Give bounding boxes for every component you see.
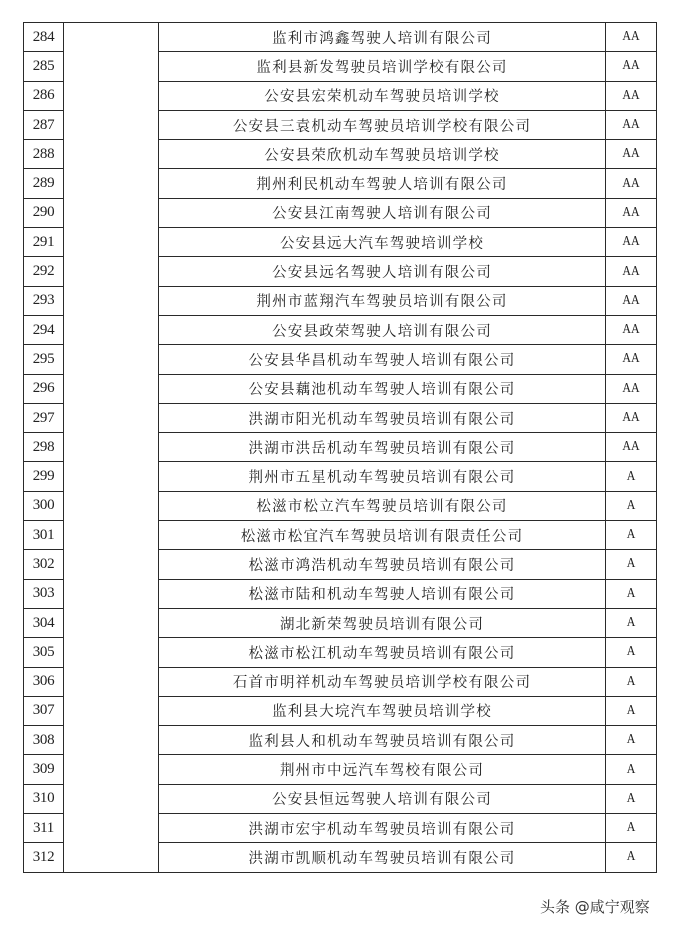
region-cell bbox=[64, 169, 159, 198]
table-row bbox=[24, 52, 657, 81]
region-cell bbox=[64, 491, 159, 520]
credit-grade: A bbox=[626, 468, 636, 484]
region-cell bbox=[64, 638, 159, 667]
region-cell bbox=[64, 257, 159, 286]
row-number: 299 bbox=[24, 462, 64, 491]
region-cell bbox=[64, 696, 159, 725]
credit-grade: AA bbox=[622, 351, 640, 367]
row-number: 308 bbox=[24, 726, 64, 755]
table-row bbox=[24, 550, 657, 579]
company-name: 荆州市中远汽车驾校有限公司 bbox=[159, 755, 606, 784]
table-row bbox=[24, 81, 657, 110]
grade-cell bbox=[606, 52, 657, 81]
grade-cell bbox=[606, 169, 657, 198]
row-number: 300 bbox=[24, 491, 64, 520]
credit-grade: AA bbox=[622, 380, 640, 396]
row-number: 288 bbox=[24, 140, 64, 169]
credit-grade: AA bbox=[622, 292, 640, 308]
grade-cell bbox=[606, 110, 657, 139]
table-row bbox=[24, 345, 657, 374]
grade-cell bbox=[606, 81, 657, 110]
company-name: 公安县宏荣机动车驾驶员培训学校 bbox=[159, 81, 606, 110]
region-cell bbox=[64, 726, 159, 755]
row-number: 289 bbox=[24, 169, 64, 198]
credit-grade: AA bbox=[622, 322, 640, 338]
table-row bbox=[24, 667, 657, 696]
company-name: 洪湖市洪岳机动车驾驶员培训有限公司 bbox=[159, 433, 606, 462]
credit-grade: AA bbox=[622, 117, 640, 133]
credit-grade: AA bbox=[622, 410, 640, 425]
grade-cell bbox=[606, 403, 657, 432]
row-number: 304 bbox=[24, 608, 64, 637]
row-number: 284 bbox=[24, 23, 64, 52]
table-row bbox=[24, 228, 657, 257]
company-name: 洪湖市凯顺机动车驾驶员培训有限公司 bbox=[159, 843, 606, 872]
row-number: 290 bbox=[24, 198, 64, 227]
credit-grade: A bbox=[626, 849, 636, 865]
row-number: 293 bbox=[24, 286, 64, 315]
company-name: 公安县江南驾驶人培训有限公司 bbox=[159, 198, 606, 227]
row-number: 286 bbox=[24, 81, 64, 110]
region-cell bbox=[64, 521, 159, 550]
region-cell bbox=[64, 110, 159, 139]
row-number: 306 bbox=[24, 667, 64, 696]
credit-grade: A bbox=[626, 702, 636, 718]
row-number: 301 bbox=[24, 521, 64, 550]
company-name: 石首市明祥机动车驾驶员培训学校有限公司 bbox=[159, 667, 606, 696]
grade-cell bbox=[606, 491, 657, 520]
table-row bbox=[24, 140, 657, 169]
grade-cell bbox=[606, 843, 657, 872]
grade-cell bbox=[606, 315, 657, 344]
row-number: 312 bbox=[24, 843, 64, 872]
table-row bbox=[24, 726, 657, 755]
table-row bbox=[24, 374, 657, 403]
region-cell bbox=[64, 140, 159, 169]
row-number: 305 bbox=[24, 638, 64, 667]
row-number: 303 bbox=[24, 579, 64, 608]
credit-grade: A bbox=[626, 673, 636, 689]
grade-cell bbox=[606, 228, 657, 257]
company-name: 公安县三袁机动车驾驶员培训学校有限公司 bbox=[159, 110, 606, 139]
grade-cell bbox=[606, 550, 657, 579]
company-name: 公安县政荣驾驶人培训有限公司 bbox=[159, 315, 606, 344]
row-number: 298 bbox=[24, 433, 64, 462]
credit-grade: AA bbox=[622, 87, 640, 103]
region-cell bbox=[64, 814, 159, 843]
company-name: 湖北新荣驾驶员培训有限公司 bbox=[159, 608, 606, 637]
table-row bbox=[24, 462, 657, 491]
grade-cell bbox=[606, 755, 657, 784]
company-name: 松滋市陆和机动车驾驶人培训有限公司 bbox=[159, 579, 606, 608]
row-number: 309 bbox=[24, 755, 64, 784]
credit-grade: AA bbox=[622, 175, 640, 191]
credit-grade: A bbox=[626, 497, 636, 513]
region-cell bbox=[64, 286, 159, 315]
table-row bbox=[24, 315, 657, 344]
table-row bbox=[24, 579, 657, 608]
grade-cell bbox=[606, 521, 657, 550]
grade-cell bbox=[606, 257, 657, 286]
credit-grade: AA bbox=[622, 58, 640, 74]
company-name: 松滋市松江机动车驾驶员培训有限公司 bbox=[159, 638, 606, 667]
driving-school-grade-table bbox=[23, 22, 657, 873]
row-number: 310 bbox=[24, 784, 64, 813]
row-number: 295 bbox=[24, 345, 64, 374]
table-row bbox=[24, 696, 657, 725]
table-row bbox=[24, 755, 657, 784]
grade-cell bbox=[606, 374, 657, 403]
region-cell bbox=[64, 315, 159, 344]
row-number: 292 bbox=[24, 257, 64, 286]
company-name: 公安县远大汽车驾驶培训学校 bbox=[159, 228, 606, 257]
region-cell bbox=[64, 608, 159, 637]
grade-cell bbox=[606, 433, 657, 462]
company-name: 松滋市鸿浩机动车驾驶员培训有限公司 bbox=[159, 550, 606, 579]
grade-cell bbox=[606, 696, 657, 725]
table-row bbox=[24, 110, 657, 139]
grade-cell bbox=[606, 784, 657, 813]
row-number: 307 bbox=[24, 696, 64, 725]
table-row bbox=[24, 814, 657, 843]
credit-grade: A bbox=[626, 615, 636, 631]
table-row bbox=[24, 608, 657, 637]
grade-cell bbox=[606, 608, 657, 637]
company-name: 监利市鸿鑫驾驶人培训有限公司 bbox=[159, 23, 606, 52]
table-body bbox=[24, 23, 657, 873]
credit-grade: AA bbox=[622, 439, 640, 455]
company-name: 公安县藕池机动车驾驶人培训有限公司 bbox=[159, 374, 606, 403]
table-row bbox=[24, 521, 657, 550]
credit-grade: AA bbox=[622, 146, 640, 162]
table-row bbox=[24, 433, 657, 462]
company-name: 公安县荣欣机动车驾驶员培训学校 bbox=[159, 140, 606, 169]
credit-grade: AA bbox=[622, 263, 640, 279]
company-name: 松滋市松立汽车驾驶员培训有限公司 bbox=[159, 491, 606, 520]
grade-cell bbox=[606, 726, 657, 755]
region-cell bbox=[64, 228, 159, 257]
region-cell bbox=[64, 81, 159, 110]
region-cell bbox=[64, 52, 159, 81]
credit-grade: A bbox=[626, 820, 636, 836]
region-cell bbox=[64, 550, 159, 579]
row-number: 294 bbox=[24, 315, 64, 344]
table-row bbox=[24, 638, 657, 667]
table-row bbox=[24, 169, 657, 198]
company-name: 监利县新发驾驶员培训学校有限公司 bbox=[159, 52, 606, 81]
region-cell bbox=[64, 198, 159, 227]
grade-cell bbox=[606, 579, 657, 608]
grade-cell bbox=[606, 462, 657, 491]
company-name: 监利县人和机动车驾驶员培训有限公司 bbox=[159, 726, 606, 755]
credit-grade: A bbox=[626, 644, 636, 660]
table-row bbox=[24, 784, 657, 813]
credit-grade: A bbox=[626, 732, 636, 748]
grade-cell bbox=[606, 286, 657, 315]
region-cell bbox=[64, 579, 159, 608]
grade-cell bbox=[606, 814, 657, 843]
grade-cell bbox=[606, 638, 657, 667]
table-row bbox=[24, 491, 657, 520]
company-name: 洪湖市宏宇机动车驾驶员培训有限公司 bbox=[159, 814, 606, 843]
credit-grade: A bbox=[626, 790, 636, 806]
credit-grade: A bbox=[626, 527, 636, 543]
region-cell bbox=[64, 23, 159, 52]
region-cell bbox=[64, 433, 159, 462]
grade-cell bbox=[606, 140, 657, 169]
table-row bbox=[24, 198, 657, 227]
company-name: 洪湖市阳光机动车驾驶员培训有限公司 bbox=[159, 403, 606, 432]
table-row bbox=[24, 403, 657, 432]
credit-grade: AA bbox=[622, 234, 640, 250]
row-number: 302 bbox=[24, 550, 64, 579]
region-cell bbox=[64, 462, 159, 491]
company-name: 荆州市五星机动车驾驶员培训有限公司 bbox=[159, 462, 606, 491]
grade-cell bbox=[606, 23, 657, 52]
region-cell bbox=[64, 843, 159, 872]
table-row bbox=[24, 23, 657, 52]
company-name: 公安县远名驾驶人培训有限公司 bbox=[159, 257, 606, 286]
credit-grade: AA bbox=[622, 29, 640, 45]
region-cell bbox=[64, 755, 159, 784]
company-name: 荆州利民机动车驾驶人培训有限公司 bbox=[159, 169, 606, 198]
credit-grade: A bbox=[626, 585, 636, 601]
grade-cell bbox=[606, 198, 657, 227]
company-name: 监利县大垸汽车驾驶员培训学校 bbox=[159, 696, 606, 725]
row-number: 297 bbox=[24, 403, 64, 432]
row-number: 291 bbox=[24, 228, 64, 257]
company-name: 公安县恒远驾驶人培训有限公司 bbox=[159, 784, 606, 813]
region-cell bbox=[64, 784, 159, 813]
credit-grade: AA bbox=[622, 204, 640, 220]
credit-grade: A bbox=[626, 761, 636, 777]
region-cell bbox=[64, 345, 159, 374]
credit-grade: A bbox=[626, 556, 636, 572]
region-cell bbox=[64, 667, 159, 696]
grade-cell bbox=[606, 667, 657, 696]
table-row bbox=[24, 843, 657, 872]
company-name: 松滋市松宜汽车驾驶员培训有限责任公司 bbox=[159, 521, 606, 550]
table-row bbox=[24, 286, 657, 315]
grade-cell bbox=[606, 345, 657, 374]
watermark: 头条 @咸宁观察 bbox=[540, 898, 650, 916]
row-number: 285 bbox=[24, 52, 64, 81]
row-number: 287 bbox=[24, 110, 64, 139]
row-number: 311 bbox=[24, 814, 64, 843]
row-number: 296 bbox=[24, 374, 64, 403]
region-cell bbox=[64, 403, 159, 432]
company-name: 荆州市蓝翔汽车驾驶员培训有限公司 bbox=[159, 286, 606, 315]
region-cell bbox=[64, 374, 159, 403]
table-row bbox=[24, 257, 657, 286]
company-name: 公安县华昌机动车驾驶人培训有限公司 bbox=[159, 345, 606, 374]
